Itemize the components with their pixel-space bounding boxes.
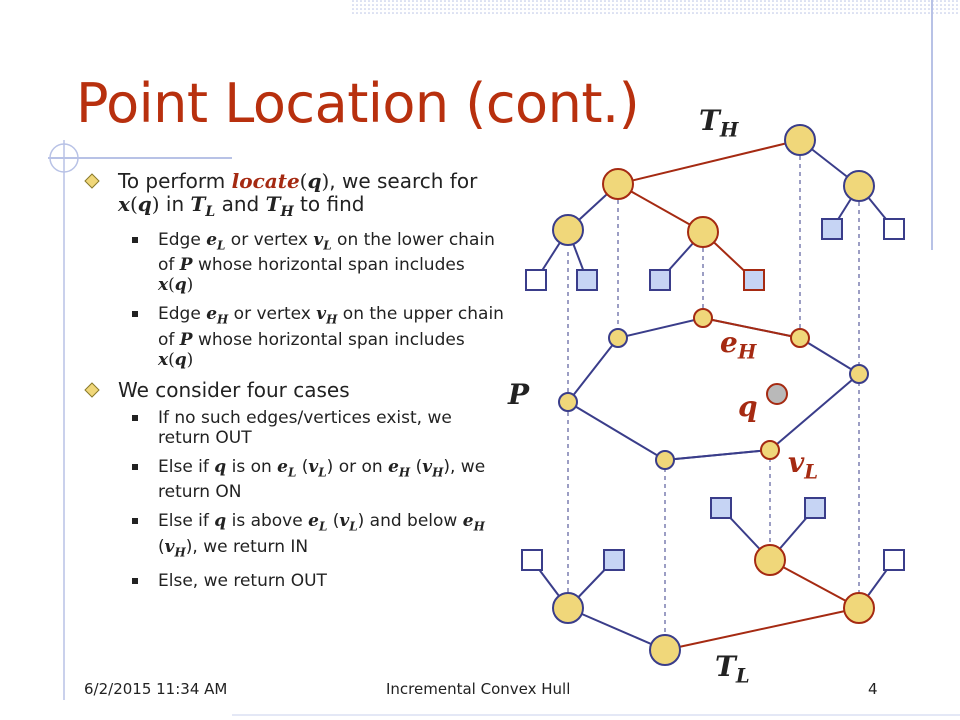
text-run: ( [168,275,175,296]
text-run: To perform [118,169,232,193]
text-run: H [174,544,186,559]
text-run: Else if [158,456,215,477]
th-node [603,169,633,199]
text-run: e [206,230,218,250]
vertical-guides [568,140,859,650]
text-run: H [326,312,338,327]
text-run: v [339,511,350,532]
text-run: We consider four cases [118,377,350,402]
text-run: T [265,192,281,216]
label-p: P [508,378,530,411]
text-run: ), we return ON [158,456,486,503]
tl-root-node [650,635,680,665]
text-run: L [349,519,358,534]
text-run: T [190,192,206,216]
text-run: v [308,456,319,477]
text-run: ( [299,169,308,193]
text-run: whose horizontal span includes [192,329,465,350]
text-run: L [323,238,332,253]
th-leaf [577,270,597,290]
text-run: to find [293,192,365,216]
text-run: or vertex [228,304,317,325]
th-leaf [744,270,764,290]
text-run: q [174,349,187,370]
th-root-node [785,125,815,155]
tree-tl-edges [532,508,894,650]
text-run: ( [158,536,165,557]
text-run: L [318,465,327,480]
text-run: ) [321,169,330,193]
text-run: ( [168,349,175,370]
tl-node [553,593,583,623]
vertex-vl [761,441,779,459]
tl-leaf [711,498,731,518]
tl-leaf [522,550,542,570]
th-leaf [650,270,670,290]
text-run: q [214,456,227,477]
text-run: ) [151,192,160,216]
text-run: e [388,456,399,477]
text-run: e [277,456,288,477]
tl-leaf [884,550,904,570]
th-node [844,171,874,201]
text-run: H [473,519,485,534]
text-run: v [164,536,175,557]
text-run: ) [186,349,194,370]
footer-page-number: 4 [868,680,878,698]
text-run: q [307,169,322,193]
text-run: x [158,275,169,296]
text-run: L [205,204,216,220]
text-run: ) or on [326,456,389,477]
text-run: ) and below [357,511,463,532]
text-run: on the lower chain of [158,230,495,276]
text-run: ( [129,192,138,216]
text-run: and [215,192,266,216]
text-run: is on [226,456,278,477]
footer-title: Incremental Convex Hull [386,680,571,698]
slide-title: Point Location (cont.) [76,72,640,135]
text-run: x [158,349,169,370]
text-run: Else if [158,511,215,532]
tree-th-nodes [526,125,904,290]
th-leaf [884,219,904,239]
label-q: q [738,390,758,423]
text-run: is above [226,511,309,532]
th-leaf [822,219,842,239]
text-run: q [174,275,187,296]
text-run: P [179,255,193,276]
text-run: whose horizontal span includes [192,255,465,276]
label-tl: $T_L$ [715,650,750,688]
text-run: v [422,456,433,477]
tl-node [755,545,785,575]
text-run: Edge [158,304,207,325]
text-run: locate [231,169,300,193]
text-run: L [217,238,226,253]
text-run: q [214,511,227,532]
text-run: e [462,511,474,532]
text-run: ( [410,456,423,477]
text-run: ), we return IN [185,536,309,557]
polygon-p-vertices [559,309,868,469]
text-run: e [308,511,319,532]
text-run: H [280,204,294,220]
text-run: ( [327,511,340,532]
text-run: x [118,192,130,216]
label-vl: $v_L$ [788,446,819,484]
text-run: ) [186,275,194,296]
text-run: , we search for [329,169,478,193]
text-run: ( [296,456,309,477]
label-eh: $e_H$ [720,326,757,364]
text-run: H [432,465,444,480]
text-run: on the upper chain of [158,304,504,350]
query-point-q [767,384,787,404]
text-run: in [159,192,191,216]
text-run: q [137,192,152,216]
tl-leaf [604,550,624,570]
th-node [553,215,583,245]
text-run: e [206,304,218,325]
tl-node [844,593,874,623]
text-run: If no such edges/vertices exist, we return OUT [158,407,452,448]
text-run: H [217,312,229,327]
label-th: $T_H$ [699,104,739,142]
text-run: or vertex [225,230,314,250]
text-run: v [313,230,324,250]
th-node [688,217,718,247]
footer-date: 6/2/2015 11:34 AM [84,680,228,698]
text-run: v [316,304,327,325]
text-run: Edge [158,230,207,250]
text-run: H [398,465,411,480]
tree-th-edges [536,140,894,280]
text-run: P [179,329,193,350]
text-run: Else, we return OUT [158,570,327,591]
text-run: L [287,465,297,480]
tl-leaf [805,498,825,518]
th-leaf [526,270,546,290]
text-run: L [318,519,328,534]
